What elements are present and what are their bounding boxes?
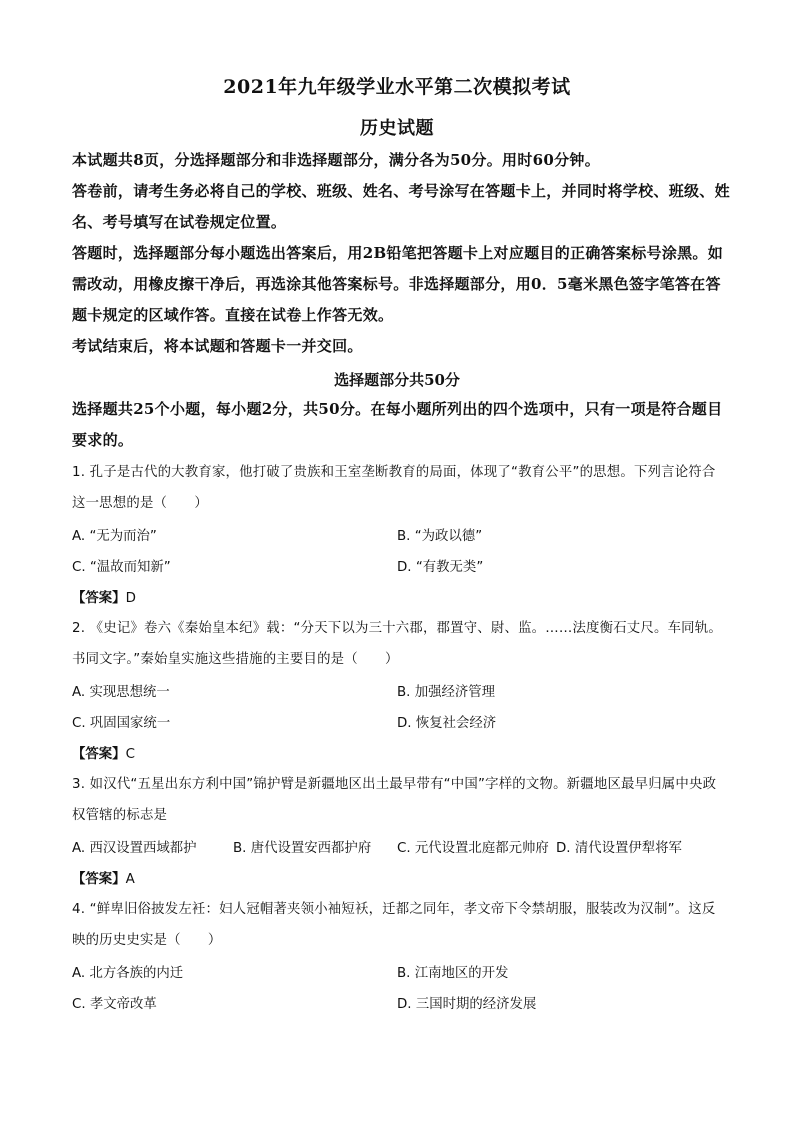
instruction-3: 答题时，选择题部分每小题选出答案后，用2B铅笔把答题卡上对应题目的正确答案标号涂黑。如需改动，用橡皮擦干净后，再选涂其他答案标号。非选择题部分，用0．5毫米黑色签字笔答在答题卡规定的区域作答。直接在试卷上作答无效。 xyxy=(72,244,724,324)
option-a: A. “无为而治” xyxy=(72,529,157,544)
answer-line xyxy=(72,587,136,606)
option-d: D. “有教无类” xyxy=(397,560,484,575)
instruction-2: 答卷前，请考生务必将自己的学校、班级、姓名、考号涂写在答题卡上，并同时将学校、班级、姓名、考号填写在试卷规定位置。 xyxy=(72,182,730,231)
answer-tag: 【答案】 xyxy=(72,591,126,606)
option-b: B. “为政以德” xyxy=(397,529,483,544)
section-intro: 选择题共25个小题，每小题2分，共50分。在每小题所列出的四个选项中，只有一项是符合题目要求的。 xyxy=(72,400,723,449)
section-heading: 选择题部分共50分 xyxy=(334,371,460,389)
instruction-1: 本试题共8页，分选择题部分和非选择题部分，满分各为50分。用时60分钟。 xyxy=(72,151,600,169)
option-d: D. 三国时期的经济发展 xyxy=(397,997,537,1012)
answer-line xyxy=(72,743,135,762)
option-a: A. 西汉设置西域都护 xyxy=(72,841,197,856)
option-c: C. “温故而知新” xyxy=(72,560,171,575)
option-c: C. 巩固国家统一 xyxy=(72,716,171,731)
instruction-4: 考试结束后，将本试题和答题卡一并交回。 xyxy=(72,337,363,355)
option-a: A. 实现思想统一 xyxy=(72,685,170,700)
answer-value: A xyxy=(125,872,135,887)
answer-line xyxy=(72,868,135,887)
answer-tag: 【答案】 xyxy=(72,872,126,887)
option-b: B. 江南地区的开发 xyxy=(397,966,509,981)
exam-subject: 历史试题 xyxy=(360,118,434,139)
option-c: C. 元代设置北庭都元帅府 xyxy=(397,841,549,856)
exam-title: 2021年九年级学业水平第二次模拟考试 xyxy=(223,76,571,98)
question-stem: 3. 如汉代“五星出东方利中国”锦护臂是新疆地区出土最早带有“中国”字样的文物。新疆地区最早归属中央政权管辖的标志是 xyxy=(72,777,717,823)
option-b: B. 唐代设置安西都护府 xyxy=(233,841,372,856)
option-a: A. 北方各族的内迁 xyxy=(72,966,184,981)
question-stem: 2. 《史记》卷六《秦始皇本纪》载：“分天下以为三十六郡，郡置守、尉、监。……法度衡石丈尺。车同轨。书同文字。”秦始皇实施这些措施的主要目的是（ ） xyxy=(72,621,722,667)
question-stem: 4. “鲜卑旧俗披发左衽：妇人冠帽著夹领小袖短袄，迁都之同年，孝文帝下令禁胡服，服装改为汉制”。这反映的历史史实是（ ） xyxy=(72,902,716,948)
option-c: C. 孝文帝改革 xyxy=(72,997,157,1012)
option-d: D. 清代设置伊犁将军 xyxy=(556,841,682,856)
answer-tag: 【答案】 xyxy=(72,747,126,762)
option-d: D. 恢复社会经济 xyxy=(397,716,497,731)
option-b: B. 加强经济管理 xyxy=(397,685,496,700)
answer-value: C xyxy=(125,747,135,762)
answer-value: D xyxy=(125,591,136,606)
question-stem: 1. 孔子是古代的大教育家，他打破了贵族和王室垄断教育的局面，体现了“教育公平”的思想。下列言论符合这一思想的是（ ） xyxy=(72,465,716,511)
